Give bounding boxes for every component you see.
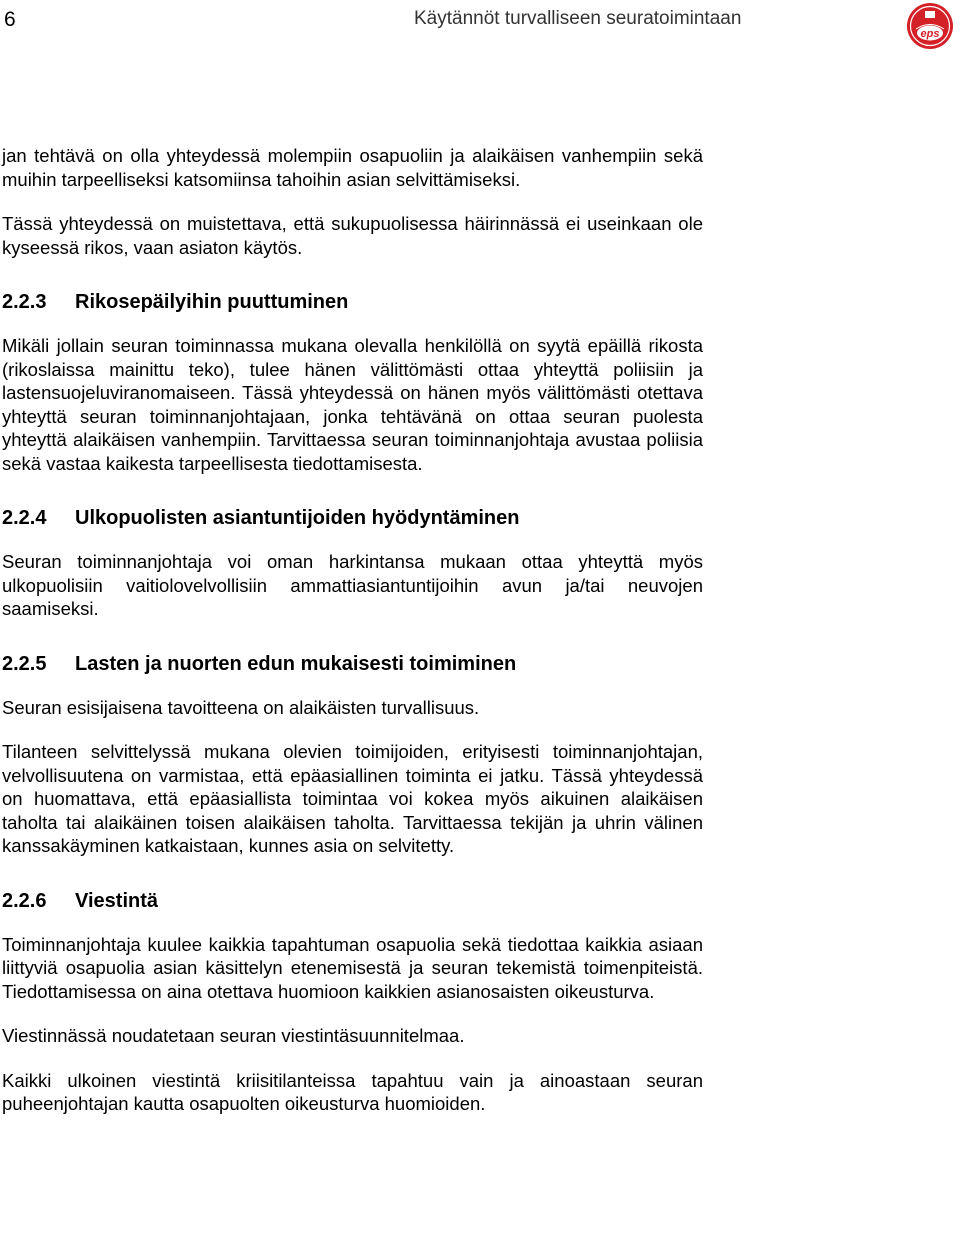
section-title: Ulkopuolisten asiantuntijoiden hyödyntäminen [75,507,520,529]
paragraph: Toiminnanjohtaja kuulee kaikkia tapahtuman osapuolia sekä tiedottaa kaikkia asiaan liittyviä osapuolia asian käsittelyn etenemisestä ja seuran tekemistä toimenpiteistä. Tiedottamisessa on aina otettava huomioon kaikkien asianosaisten oikeusturva. [2,933,703,1002]
section-number: 2.2.6 [2,889,47,912]
document-body [2,144,703,1137]
paragraph: Kaikki ulkoinen viestintä kriisitilanteissa tapahtuu vain ja ainoastaan seuran puheenjohtajan kautta osapuolten oikeusturva huomioiden. [2,1069,703,1114]
paragraph: Seuran esisijaisena tavoitteena on alaikäisten turvallisuus. [2,696,480,718]
section-title: Rikosepäilyihin puuttuminen [75,291,349,313]
paragraph: Viestinnässä noudatetaan seuran viestintäsuunnitelmaa. [2,1025,465,1046]
page-number: 6 [4,8,16,31]
section-number: 2.2.4 [2,507,47,529]
paragraph: Seuran toiminnanjohtaja voi oman harkintansa mukaan ottaa yhteyttä myös ulkopuolisiin vaitiolovelvollisiin ammattiasiantuntijoihin avun ja/tai neuvojen saamiseksi. [2,551,703,619]
section-title: Viestintä [75,889,158,912]
section-number: 2.2.5 [2,652,47,675]
section-number: 2.2.3 [2,291,47,313]
svg-text:eps: eps [920,28,940,40]
paragraph: Tässä yhteydessä on muistettava, että sukupuolisessa häirinnässä ei useinkaan ole kyseessä rikos, vaan asiaton käytös. [2,213,703,258]
paragraph: Mikäli jollain seuran toiminnassa mukana olevalla henkilöllä on syytä epäillä rikosta (rikoslaissa mainittu teko), tulee hänen välittömästi ottaa yhteyttä poliisiin ja lastensuojeluviranomaiseen. Tässä yhteydessä on hänen myös välittömästi otettava yhteyttä seuran toiminnanjohtajaan, jonka tehtävänä on ottaa seuran puolesta yhteyttä alaikäisen vanhempiin. Tarvittaessa seuran toiminnanjohtaja avustaa poliisia sekä vastaa kaikesta tarpeellisesta tiedottamisesta. [2,335,703,474]
eps-club-logo-icon [906,2,954,50]
section-heading-2-2-6 [2,889,703,913]
paragraph: Tilanteen selvittelyssä mukana olevien toimijoiden, erityisesti toiminnanjohtajan, velvollisuutena on varmistaa, että epäasiallinen toiminta ei jatku. Tässä yhteydessä on huomattava, että epäasiallista toimintaa voi kokea myös aikuinen alaikäisen taholta tai alaikäinen toisen alaikäisen taholta. Tarvittaessa tekijän ja uhrin välinen kanssakäyminen katkaistaan, kunnes asia on selvitetty. [2,741,703,856]
section-title: Lasten ja nuorten edun mukaisesti toimiminen [75,652,517,675]
paragraph: jan tehtävä on olla yhteydessä molempiin osapuoliin ja alaikäisen vanhempiin sekä muihin tarpeelliseksi katsomiinsa tahoihin asian selvittämiseksi. [2,145,703,190]
section-heading-2-2-4 [2,506,703,530]
running-title: Käytännöt turvalliseen seuratoimintaan [414,8,742,29]
section-heading-2-2-5 [2,652,703,676]
section-heading-2-2-3 [2,290,703,314]
